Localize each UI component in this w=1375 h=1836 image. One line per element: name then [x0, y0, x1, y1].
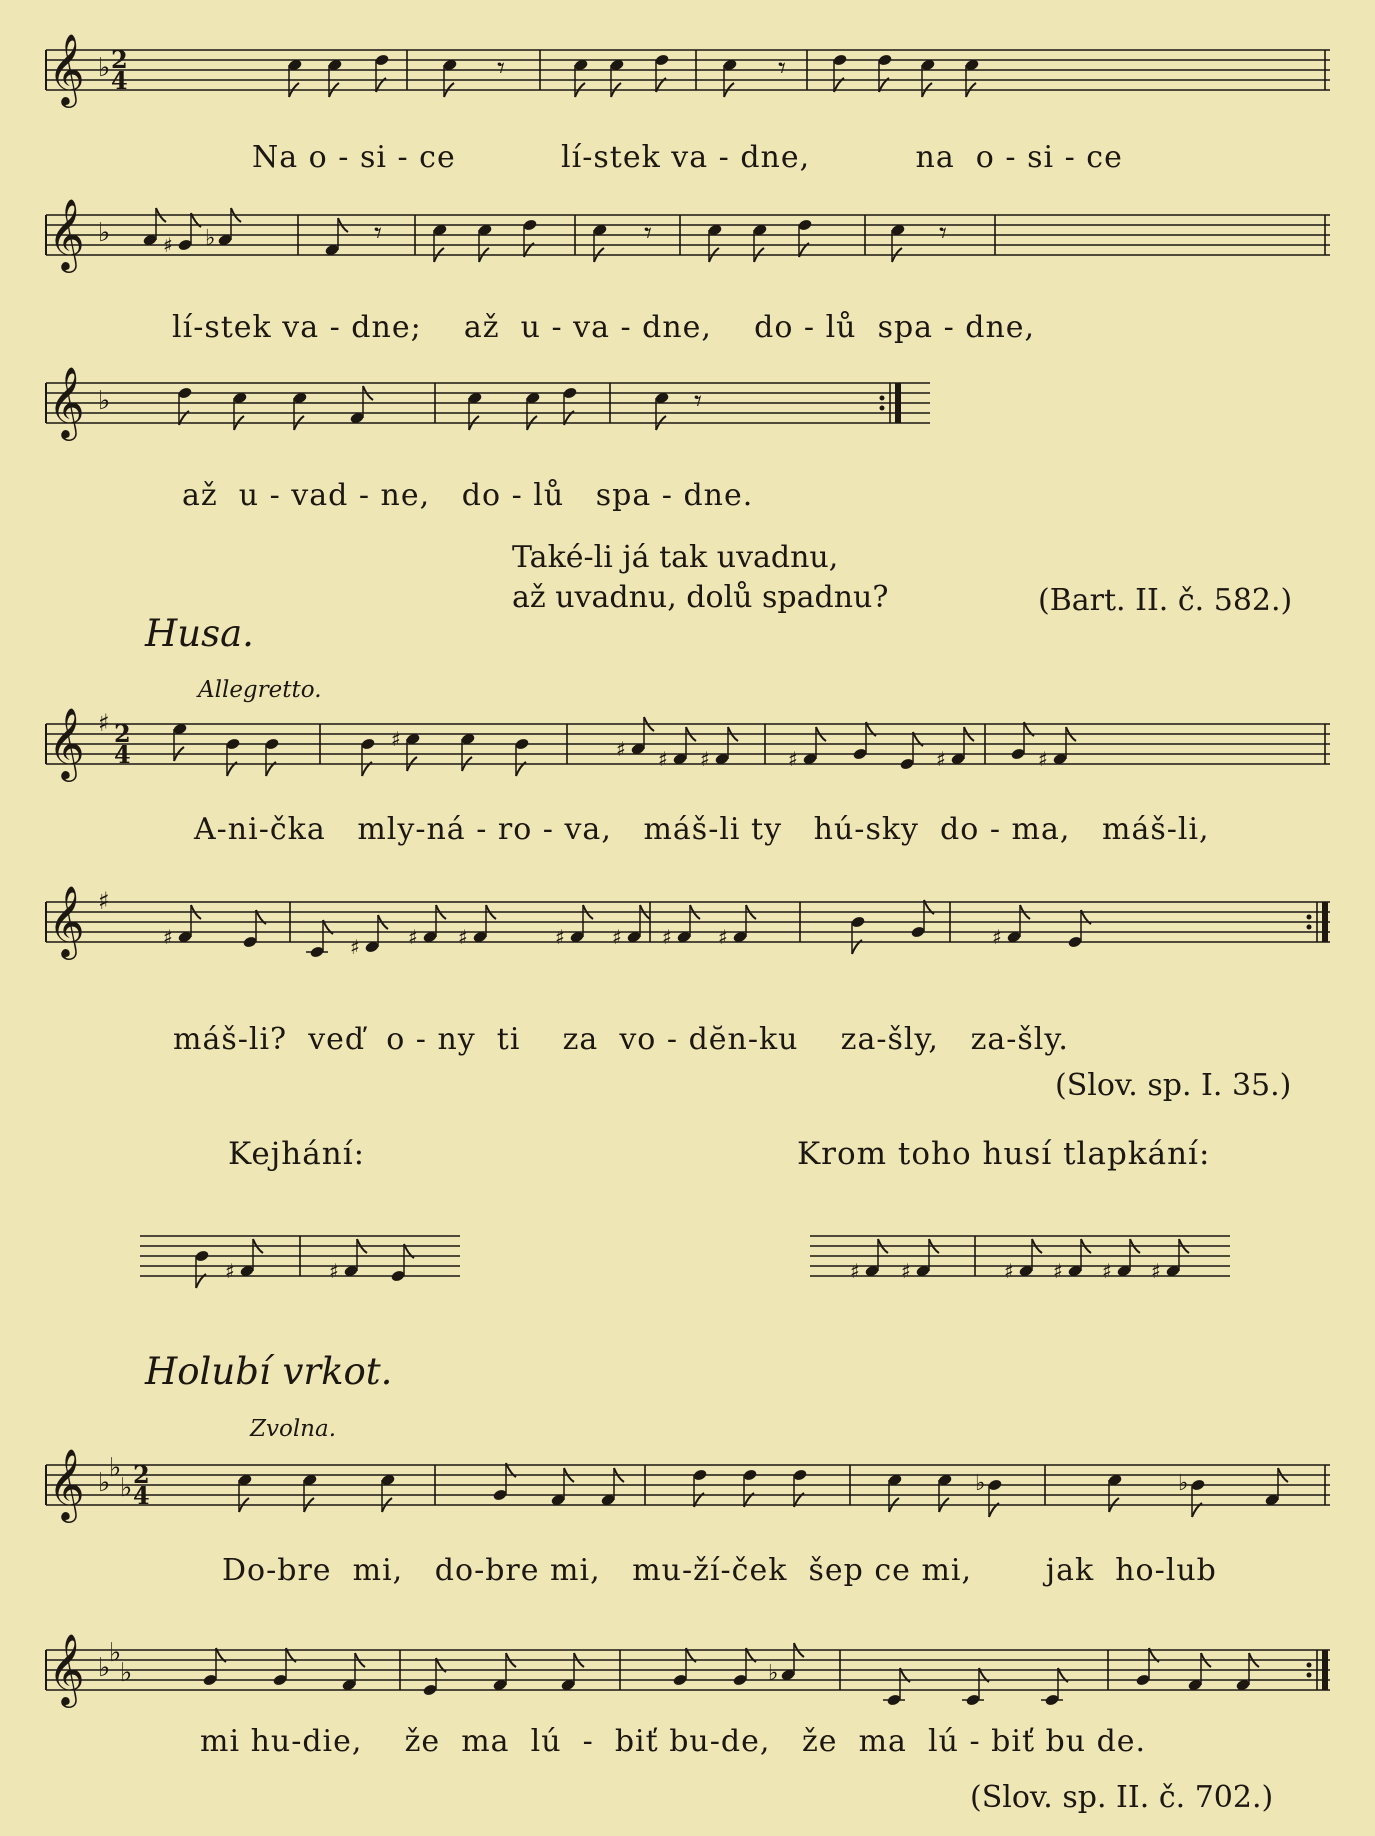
- rest-icon: 𝄾: [694, 384, 702, 419]
- treble-clef-icon: 𝄞: [48, 32, 85, 105]
- final-barline: [1322, 902, 1328, 942]
- repeat-dot: [1307, 1663, 1312, 1668]
- final-barline: [895, 383, 901, 423]
- repeat-dot: [880, 406, 885, 411]
- sharp-accidental-icon: ♯: [1004, 1259, 1014, 1283]
- treble-clef-icon: 𝄞: [48, 884, 85, 957]
- lyrics-song1-line2: lí-stek va - dne; až u - va - dne, do - lů spa - dne,: [172, 310, 1036, 345]
- staff-tlapkani: [810, 1216, 1240, 1296]
- rest-icon: 𝄾: [497, 51, 505, 86]
- rest-icon: 𝄾: [644, 216, 652, 251]
- sharp-accidental-icon: ♯: [163, 925, 173, 949]
- sharp-key-signature-icon: ♯: [98, 708, 110, 737]
- sharp-accidental-icon: ♯: [936, 747, 946, 771]
- flat-key-signature-icon: ♭: [120, 1473, 133, 1503]
- staff-song1-line2: [40, 195, 1340, 275]
- time-signature-denominator: 4: [114, 740, 131, 769]
- sharp-accidental-icon: ♯: [700, 747, 710, 771]
- repeat-dot: [1307, 1673, 1312, 1678]
- staff-song2-line1: [40, 704, 1340, 784]
- flat-key-signature-icon: ♭: [109, 1638, 122, 1668]
- rest-icon: 𝄾: [939, 216, 947, 251]
- sharp-accidental-icon: ♯: [408, 925, 418, 949]
- staff-kejhani: [140, 1216, 470, 1296]
- sharp-accidental-icon: ♯: [850, 1259, 860, 1283]
- source-ref-2: (Slov. sp. I. 35.): [1055, 1068, 1292, 1103]
- rest-icon: 𝄾: [374, 216, 382, 251]
- staff-song3-line2: [40, 1630, 1340, 1710]
- tempo-marking-holubi: Zvolna.: [250, 1416, 337, 1442]
- lyrics-song3-line2: mi hu-die, že ma lú - biť bu-de, že ma lú - biť bu de.: [200, 1724, 1147, 1759]
- flat-accidental-icon: ♭: [205, 225, 216, 251]
- sharp-accidental-icon: ♯: [555, 925, 565, 949]
- flat-key-signature-icon: ♭: [98, 1653, 111, 1683]
- treble-clef-icon: 𝄞: [48, 706, 85, 779]
- sharp-accidental-icon: ♯: [1038, 747, 1048, 771]
- sharp-accidental-icon: ♯: [1151, 1259, 1161, 1283]
- sharp-accidental-icon: ♯: [391, 727, 401, 751]
- sharp-accidental-icon: ♯: [458, 925, 468, 949]
- sharp-accidental-icon: ♯: [612, 925, 622, 949]
- sharp-accidental-icon: ♯: [225, 1259, 235, 1283]
- song-title-husa: Husa.: [145, 612, 254, 655]
- flat-key-signature-icon: ♭: [120, 1658, 133, 1688]
- sharp-accidental-icon: ♯: [992, 925, 1002, 949]
- final-barline: [1322, 1650, 1328, 1690]
- flat-accidental-icon: ♭: [975, 1470, 986, 1496]
- verse-line-2: až uvadnu, dolů spadnu?: [512, 580, 889, 615]
- repeat-dot: [880, 396, 885, 401]
- sharp-accidental-icon: ♯: [163, 233, 173, 257]
- repeat-dot: [1307, 915, 1312, 920]
- repeat-dot: [1307, 925, 1312, 930]
- treble-clef-icon: 𝄞: [48, 365, 85, 438]
- time-signature-numerator: 2: [111, 45, 128, 74]
- section-label-kejhani: Kejhání:: [228, 1136, 366, 1172]
- source-ref-1: (Bart. II. č. 582.): [1038, 583, 1293, 618]
- sharp-accidental-icon: ♯: [901, 1259, 911, 1283]
- sharp-accidental-icon: ♯: [1102, 1259, 1112, 1283]
- song-title-holubi-vrkot: Holubí vrkot.: [145, 1350, 393, 1393]
- section-label-tlapkani: Krom toho husí tlapkání:: [797, 1136, 1211, 1172]
- staff-song1-line1: [40, 30, 1340, 110]
- treble-clef-icon: 𝄞: [48, 197, 85, 270]
- flat-accidental-icon: ♭: [768, 1660, 779, 1686]
- sharp-accidental-icon: ♯: [788, 747, 798, 771]
- lyrics-song1-line1: Na o - si - ce lí-stek va - dne, na o - si - ce: [252, 140, 1123, 175]
- time-signature-numerator: 2: [133, 1460, 150, 1489]
- staff-song1-line3: [40, 363, 940, 443]
- lyrics-song2-line1: A-ni-čka mly-ná - ro - va, máš-li ty hú-sky do - ma, máš-li,: [194, 812, 1210, 847]
- treble-clef-icon: 𝄞: [48, 1632, 85, 1705]
- flat-key-signature-icon: ♭: [98, 53, 111, 83]
- sharp-accidental-icon: ♯: [1053, 1259, 1063, 1283]
- lyrics-song2-line2: máš-li? veď o - ny ti za vo - dĕn-ku za-šly, za-šly.: [173, 1022, 1069, 1057]
- treble-clef-icon: 𝄞: [48, 1447, 85, 1520]
- lyrics-song1-line3: až u - vad - ne, do - lů spa - dne.: [182, 478, 754, 513]
- flat-key-signature-icon: ♭: [109, 1453, 122, 1483]
- flat-key-signature-icon: ♭: [98, 1468, 111, 1498]
- sharp-accidental-icon: ♯: [329, 1259, 339, 1283]
- staff-song2-line2: [40, 882, 1340, 962]
- sharp-key-signature-icon: ♯: [98, 886, 110, 915]
- sharp-accidental-icon: ♯: [662, 925, 672, 949]
- time-signature-numerator: 2: [114, 719, 131, 748]
- sharp-accidental-icon: ♯: [658, 747, 668, 771]
- sharp-accidental-icon: ♯: [350, 935, 360, 959]
- flat-key-signature-icon: ♭: [98, 386, 111, 416]
- source-ref-3: (Slov. sp. II. č. 702.): [970, 1780, 1274, 1815]
- flat-accidental-icon: ♭: [1178, 1470, 1189, 1496]
- staff-song3-line1: [40, 1445, 1340, 1525]
- time-signature-denominator: 4: [111, 66, 128, 95]
- verse-line-1: Také-li já tak uvadnu,: [512, 540, 839, 575]
- sharp-accidental-icon: ♯: [616, 737, 626, 761]
- rest-icon: 𝄾: [778, 51, 786, 86]
- sharp-accidental-icon: ♯: [718, 925, 728, 949]
- flat-key-signature-icon: ♭: [98, 218, 111, 248]
- lyrics-song3-line1: Do-bre mi, do-bre mi, mu-ží-ček šep ce mi, jak ho-lub: [222, 1553, 1217, 1588]
- tempo-marking-husa: Allegretto.: [198, 677, 322, 703]
- time-signature-denominator: 4: [133, 1481, 150, 1510]
